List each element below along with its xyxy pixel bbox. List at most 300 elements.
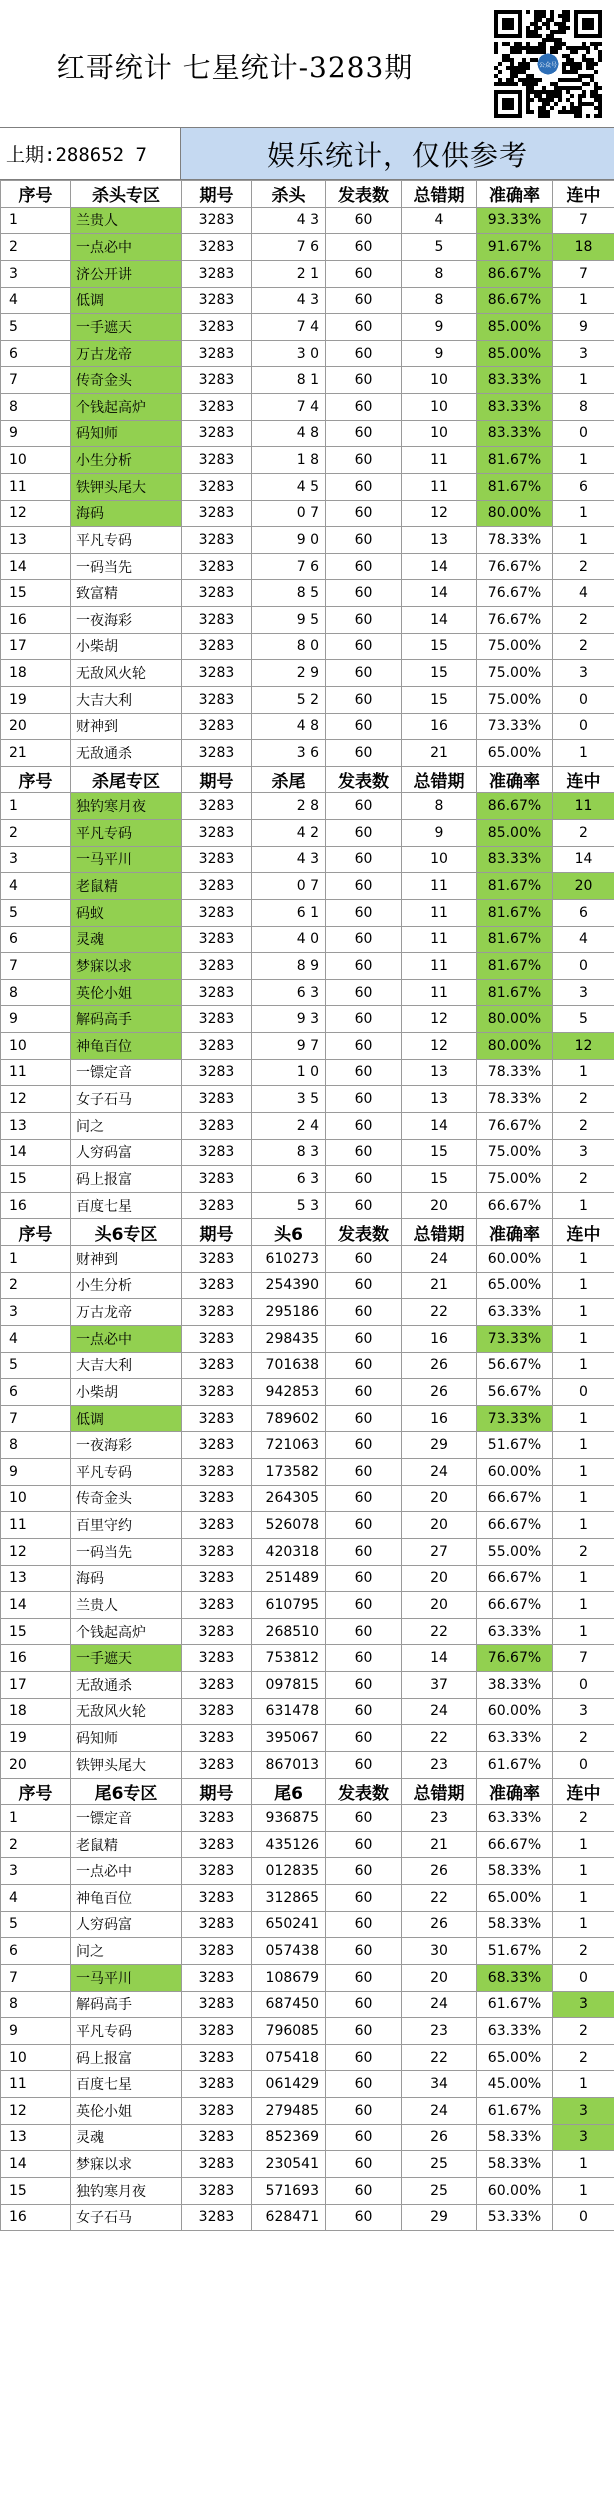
cell-streak: 2 <box>553 553 614 580</box>
cell-period: 3283 <box>182 1885 252 1912</box>
cell-name: 英伦小姐 <box>71 2098 182 2125</box>
table-row <box>1 607 614 634</box>
cell-period: 3283 <box>182 926 252 953</box>
cell-total: 60 <box>326 1858 402 1885</box>
cell-name: 一点必中 <box>71 234 182 261</box>
cell-name: 传奇金头 <box>71 367 182 394</box>
cell-rate: 83.33% <box>477 846 553 873</box>
cell-streak: 1 <box>553 1432 614 1459</box>
column-header: 发表数 <box>326 1778 402 1805</box>
cell-value: 4 8 <box>252 420 326 447</box>
cell-streak: 1 <box>553 1485 614 1512</box>
cell-streak: 2 <box>553 607 614 634</box>
cell-period: 3283 <box>182 447 252 474</box>
cell-name: 大吉大利 <box>71 1352 182 1379</box>
column-header: 杀尾 <box>252 766 326 793</box>
cell-name: 铁钾头尾大 <box>71 1751 182 1778</box>
cell-streak: 1 <box>553 1325 614 1352</box>
table-row <box>1 1831 614 1858</box>
column-header: 序号 <box>1 1219 71 1246</box>
cell-no: 1 <box>1 793 71 820</box>
cell-errors: 11 <box>402 926 477 953</box>
cell-streak: 0 <box>553 420 614 447</box>
table-row <box>1 1059 614 1086</box>
column-header: 序号 <box>1 1778 71 1805</box>
cell-total: 60 <box>326 793 402 820</box>
cell-rate: 63.33% <box>477 1725 553 1752</box>
qr-center-label: 公众号 <box>538 62 558 70</box>
cell-value: 3 5 <box>252 1086 326 1113</box>
cell-value: 8 3 <box>252 1139 326 1166</box>
cell-period: 3283 <box>182 1485 252 1512</box>
cell-errors: 11 <box>402 447 477 474</box>
cell-no: 20 <box>1 1751 71 1778</box>
cell-rate: 55.00% <box>477 1538 553 1565</box>
cell-streak: 1 <box>553 1246 614 1273</box>
table-row <box>1 1858 614 1885</box>
cell-value: 2 8 <box>252 793 326 820</box>
cell-period: 3283 <box>182 1112 252 1139</box>
cell-total: 60 <box>326 314 402 341</box>
cell-value: 9 0 <box>252 527 326 554</box>
cell-period: 3283 <box>182 367 252 394</box>
cell-value: 295186 <box>252 1299 326 1326</box>
cell-total: 60 <box>326 1645 402 1672</box>
table-row <box>1 367 614 394</box>
table-row <box>1 793 614 820</box>
column-header: 序号 <box>1 181 71 208</box>
info-banner <box>0 128 614 180</box>
cell-value: 298435 <box>252 1325 326 1352</box>
cell-errors: 24 <box>402 1459 477 1486</box>
cell-name: 小生分析 <box>71 447 182 474</box>
cell-rate: 73.33% <box>477 713 553 740</box>
table-row <box>1 660 614 687</box>
table-row <box>1 899 614 926</box>
cell-errors: 9 <box>402 340 477 367</box>
cell-rate: 80.00% <box>477 500 553 527</box>
cell-streak: 3 <box>553 660 614 687</box>
cell-streak: 4 <box>553 580 614 607</box>
cell-rate: 83.33% <box>477 420 553 447</box>
cell-name: 码知师 <box>71 420 182 447</box>
cell-value: 108679 <box>252 1964 326 1991</box>
cell-no: 3 <box>1 846 71 873</box>
cell-name: 老鼠精 <box>71 1831 182 1858</box>
cell-no: 14 <box>1 1592 71 1619</box>
cell-total: 60 <box>326 1831 402 1858</box>
cell-name: 梦寐以求 <box>71 953 182 980</box>
cell-rate: 81.67% <box>477 926 553 953</box>
table-row <box>1 2098 614 2125</box>
column-header: 序号 <box>1 766 71 793</box>
table-row <box>1 394 614 421</box>
cell-period: 3283 <box>182 633 252 660</box>
cell-name: 神龟百位 <box>71 1885 182 1912</box>
cell-value: 3 6 <box>252 740 326 767</box>
cell-rate: 80.00% <box>477 1006 553 1033</box>
cell-value: 097815 <box>252 1672 326 1699</box>
column-header: 发表数 <box>326 181 402 208</box>
cell-total: 60 <box>326 260 402 287</box>
table-row <box>1 2018 614 2045</box>
cell-errors: 25 <box>402 2177 477 2204</box>
cell-period: 3283 <box>182 1405 252 1432</box>
cell-name: 财神到 <box>71 713 182 740</box>
cell-total: 60 <box>326 686 402 713</box>
cell-name: 平凡专码 <box>71 2018 182 2045</box>
cell-no: 10 <box>1 2044 71 2071</box>
cell-period: 3283 <box>182 873 252 900</box>
cell-rate: 81.67% <box>477 953 553 980</box>
cell-streak: 1 <box>553 1885 614 1912</box>
cell-period: 3283 <box>182 1698 252 1725</box>
cell-value: 8 5 <box>252 580 326 607</box>
cell-errors: 13 <box>402 527 477 554</box>
cell-name: 海码 <box>71 1565 182 1592</box>
cell-rate: 75.00% <box>477 633 553 660</box>
cell-total: 60 <box>326 846 402 873</box>
cell-total: 60 <box>326 2018 402 2045</box>
table-row <box>1 260 614 287</box>
cell-value: 1 0 <box>252 1059 326 1086</box>
cell-streak: 1 <box>553 1618 614 1645</box>
cell-no: 16 <box>1 1645 71 1672</box>
cell-streak: 2 <box>553 820 614 847</box>
cell-period: 3283 <box>182 473 252 500</box>
cell-errors: 24 <box>402 2098 477 2125</box>
cell-total: 60 <box>326 473 402 500</box>
cell-value: 650241 <box>252 1911 326 1938</box>
cell-streak: 2 <box>553 1538 614 1565</box>
cell-total: 60 <box>326 447 402 474</box>
cell-period: 3283 <box>182 2018 252 2045</box>
cell-rate: 58.33% <box>477 2124 553 2151</box>
table-row <box>1 1112 614 1139</box>
cell-streak: 1 <box>553 1299 614 1326</box>
column-header: 杀头 <box>252 181 326 208</box>
cell-rate: 76.67% <box>477 1645 553 1672</box>
table-row <box>1 447 614 474</box>
cell-rate: 63.33% <box>477 1618 553 1645</box>
cell-streak: 0 <box>553 1964 614 1991</box>
cell-value: 420318 <box>252 1538 326 1565</box>
cell-rate: 60.00% <box>477 1246 553 1273</box>
cell-streak: 1 <box>553 1565 614 1592</box>
cell-streak: 1 <box>553 287 614 314</box>
cell-value: 8 9 <box>252 953 326 980</box>
cell-rate: 58.33% <box>477 2151 553 2178</box>
column-header: 头6专区 <box>71 1219 182 1246</box>
table-row <box>1 1512 614 1539</box>
cell-name: 小生分析 <box>71 1272 182 1299</box>
cell-streak: 1 <box>553 1059 614 1086</box>
cell-streak: 3 <box>553 1698 614 1725</box>
cell-name: 一马平川 <box>71 846 182 873</box>
cell-streak: 0 <box>553 953 614 980</box>
cell-value: 4 2 <box>252 820 326 847</box>
cell-rate: 68.33% <box>477 1964 553 1991</box>
cell-no: 2 <box>1 1831 71 1858</box>
cell-total: 60 <box>326 2204 402 2231</box>
cell-period: 3283 <box>182 1618 252 1645</box>
cell-name: 百里守约 <box>71 1512 182 1539</box>
cell-period: 3283 <box>182 394 252 421</box>
cell-errors: 26 <box>402 1352 477 1379</box>
cell-name: 无敌风火轮 <box>71 1698 182 1725</box>
cell-errors: 13 <box>402 1086 477 1113</box>
cell-errors: 12 <box>402 1033 477 1060</box>
cell-period: 3283 <box>182 1432 252 1459</box>
cell-name: 梦寐以求 <box>71 2151 182 2178</box>
cell-errors: 20 <box>402 1964 477 1991</box>
cell-total: 60 <box>326 2124 402 2151</box>
cell-name: 低调 <box>71 1405 182 1432</box>
cell-value: 631478 <box>252 1698 326 1725</box>
cell-rate: 86.67% <box>477 260 553 287</box>
cell-period: 3283 <box>182 1246 252 1273</box>
cell-streak: 0 <box>553 2204 614 2231</box>
cell-value: 5 2 <box>252 686 326 713</box>
table-row <box>1 287 614 314</box>
cell-rate: 66.67% <box>477 1831 553 1858</box>
cell-value: 942853 <box>252 1379 326 1406</box>
cell-errors: 29 <box>402 2204 477 2231</box>
cell-period: 3283 <box>182 1964 252 1991</box>
cell-rate: 76.67% <box>477 553 553 580</box>
cell-period: 3283 <box>182 1033 252 1060</box>
cell-streak: 7 <box>553 260 614 287</box>
cell-no: 17 <box>1 1672 71 1699</box>
cell-no: 9 <box>1 1006 71 1033</box>
cell-name: 码蚁 <box>71 899 182 926</box>
cell-period: 3283 <box>182 207 252 234</box>
cell-value: 251489 <box>252 1565 326 1592</box>
cell-period: 3283 <box>182 1325 252 1352</box>
cell-rate: 51.67% <box>477 1432 553 1459</box>
cell-period: 3283 <box>182 2204 252 2231</box>
cell-no: 11 <box>1 473 71 500</box>
cell-value: 7 6 <box>252 234 326 261</box>
column-header: 尾6专区 <box>71 1778 182 1805</box>
cell-name: 一码当先 <box>71 1538 182 1565</box>
cell-value: 0 7 <box>252 500 326 527</box>
cell-total: 60 <box>326 1192 402 1219</box>
cell-period: 3283 <box>182 2071 252 2098</box>
cell-value: 264305 <box>252 1485 326 1512</box>
cell-errors: 20 <box>402 1565 477 1592</box>
cell-value: 061429 <box>252 2071 326 2098</box>
table-row <box>1 1565 614 1592</box>
cell-value: 4 8 <box>252 713 326 740</box>
cell-total: 60 <box>326 2044 402 2071</box>
cell-streak: 3 <box>553 2098 614 2125</box>
cell-rate: 73.33% <box>477 1325 553 1352</box>
cell-errors: 15 <box>402 686 477 713</box>
cell-errors: 30 <box>402 1938 477 1965</box>
cell-errors: 22 <box>402 2044 477 2071</box>
cell-rate: 86.67% <box>477 793 553 820</box>
cell-no: 3 <box>1 260 71 287</box>
cell-name: 海码 <box>71 500 182 527</box>
cell-name: 一点必中 <box>71 1325 182 1352</box>
table-row <box>1 1885 614 1912</box>
cell-value: 230541 <box>252 2151 326 2178</box>
cell-errors: 26 <box>402 1858 477 1885</box>
cell-name: 一夜海彩 <box>71 1432 182 1459</box>
column-header: 总错期 <box>402 766 477 793</box>
cell-errors: 16 <box>402 713 477 740</box>
cell-total: 60 <box>326 340 402 367</box>
cell-no: 8 <box>1 1991 71 2018</box>
cell-total: 60 <box>326 580 402 607</box>
cell-rate: 53.33% <box>477 2204 553 2231</box>
cell-name: 万古龙帝 <box>71 340 182 367</box>
table-row <box>1 1751 614 1778</box>
cell-total: 60 <box>326 1885 402 1912</box>
page-header <box>0 0 614 128</box>
cell-no: 16 <box>1 1192 71 1219</box>
cell-errors: 4 <box>402 207 477 234</box>
cell-errors: 21 <box>402 1272 477 1299</box>
cell-streak: 1 <box>553 1858 614 1885</box>
column-header: 总错期 <box>402 1778 477 1805</box>
table-row <box>1 740 614 767</box>
cell-total: 60 <box>326 899 402 926</box>
cell-value: 6 3 <box>252 979 326 1006</box>
cell-streak: 1 <box>553 1831 614 1858</box>
cell-name: 兰贵人 <box>71 207 182 234</box>
cell-name: 问之 <box>71 1938 182 1965</box>
cell-streak: 7 <box>553 1645 614 1672</box>
cell-total: 60 <box>326 1512 402 1539</box>
cell-period: 3283 <box>182 1538 252 1565</box>
cell-streak: 3 <box>553 979 614 1006</box>
cell-streak: 1 <box>553 2151 614 2178</box>
cell-rate: 58.33% <box>477 1911 553 1938</box>
cell-errors: 26 <box>402 2124 477 2151</box>
cell-period: 3283 <box>182 793 252 820</box>
section-header-row <box>1 1778 614 1805</box>
cell-period: 3283 <box>182 553 252 580</box>
cell-errors: 12 <box>402 500 477 527</box>
cell-errors: 13 <box>402 1059 477 1086</box>
cell-name: 一镖定音 <box>71 1059 182 1086</box>
cell-name: 女子石马 <box>71 1086 182 1113</box>
cell-total: 60 <box>326 1964 402 1991</box>
table-row <box>1 953 614 980</box>
cell-rate: 63.33% <box>477 1299 553 1326</box>
cell-rate: 60.00% <box>477 1459 553 1486</box>
cell-errors: 12 <box>402 1006 477 1033</box>
cell-streak: 1 <box>553 2177 614 2204</box>
cell-name: 灵魂 <box>71 926 182 953</box>
cell-rate: 51.67% <box>477 1938 553 1965</box>
cell-streak: 1 <box>553 447 614 474</box>
cell-total: 60 <box>326 979 402 1006</box>
cell-total: 60 <box>326 1672 402 1699</box>
cell-rate: 66.67% <box>477 1565 553 1592</box>
cell-total: 60 <box>326 207 402 234</box>
cell-errors: 25 <box>402 2151 477 2178</box>
cell-rate: 60.00% <box>477 1698 553 1725</box>
cell-name: 一手遮天 <box>71 314 182 341</box>
cell-errors: 8 <box>402 793 477 820</box>
column-header: 期号 <box>182 766 252 793</box>
cell-total: 60 <box>326 713 402 740</box>
cell-rate: 78.33% <box>477 1059 553 1086</box>
cell-errors: 23 <box>402 2018 477 2045</box>
cell-period: 3283 <box>182 2151 252 2178</box>
cell-rate: 86.67% <box>477 287 553 314</box>
cell-name: 百度七星 <box>71 2071 182 2098</box>
cell-name: 解码高手 <box>71 1006 182 1033</box>
cell-rate: 81.67% <box>477 979 553 1006</box>
cell-no: 20 <box>1 713 71 740</box>
table-row <box>1 1698 614 1725</box>
cell-total: 60 <box>326 2071 402 2098</box>
cell-rate: 83.33% <box>477 367 553 394</box>
cell-period: 3283 <box>182 740 252 767</box>
cell-errors: 20 <box>402 1512 477 1539</box>
table-row <box>1 527 614 554</box>
cell-name: 低调 <box>71 287 182 314</box>
cell-total: 60 <box>326 1991 402 2018</box>
cell-value: 571693 <box>252 2177 326 2204</box>
column-header: 准确率 <box>477 1219 553 1246</box>
cell-errors: 24 <box>402 1246 477 1273</box>
cell-name: 女子石马 <box>71 2204 182 2231</box>
cell-no: 15 <box>1 1166 71 1193</box>
cell-errors: 16 <box>402 1405 477 1432</box>
column-header: 连中 <box>553 766 614 793</box>
column-header: 连中 <box>553 181 614 208</box>
cell-no: 13 <box>1 1565 71 1592</box>
cell-value: 9 3 <box>252 1006 326 1033</box>
cell-no: 15 <box>1 2177 71 2204</box>
cell-streak: 2 <box>553 1086 614 1113</box>
cell-total: 60 <box>326 926 402 953</box>
cell-streak: 1 <box>553 1459 614 1486</box>
table-row <box>1 2071 614 2098</box>
cell-name: 万古龙帝 <box>71 1299 182 1326</box>
cell-total: 60 <box>326 1459 402 1486</box>
cell-value: 435126 <box>252 1831 326 1858</box>
cell-streak: 2 <box>553 2018 614 2045</box>
column-header: 准确率 <box>477 181 553 208</box>
cell-value: 628471 <box>252 2204 326 2231</box>
cell-errors: 20 <box>402 1192 477 1219</box>
cell-streak: 12 <box>553 1033 614 1060</box>
column-header: 杀尾专区 <box>71 766 182 793</box>
cell-streak: 2 <box>553 1725 614 1752</box>
cell-name: 神龟百位 <box>71 1033 182 1060</box>
cell-rate: 56.67% <box>477 1352 553 1379</box>
cell-total: 60 <box>326 1325 402 1352</box>
cell-period: 3283 <box>182 420 252 447</box>
cell-errors: 37 <box>402 1672 477 1699</box>
cell-rate: 81.67% <box>477 447 553 474</box>
cell-errors: 15 <box>402 1166 477 1193</box>
cell-value: 4 0 <box>252 926 326 953</box>
cell-value: 2 4 <box>252 1112 326 1139</box>
cell-rate: 66.67% <box>477 1512 553 1539</box>
page-title: 红哥统计 七星统计-3283期 <box>56 51 414 84</box>
table-row <box>1 553 614 580</box>
cell-name: 小柴胡 <box>71 1379 182 1406</box>
cell-total: 60 <box>326 873 402 900</box>
cell-streak: 8 <box>553 394 614 421</box>
